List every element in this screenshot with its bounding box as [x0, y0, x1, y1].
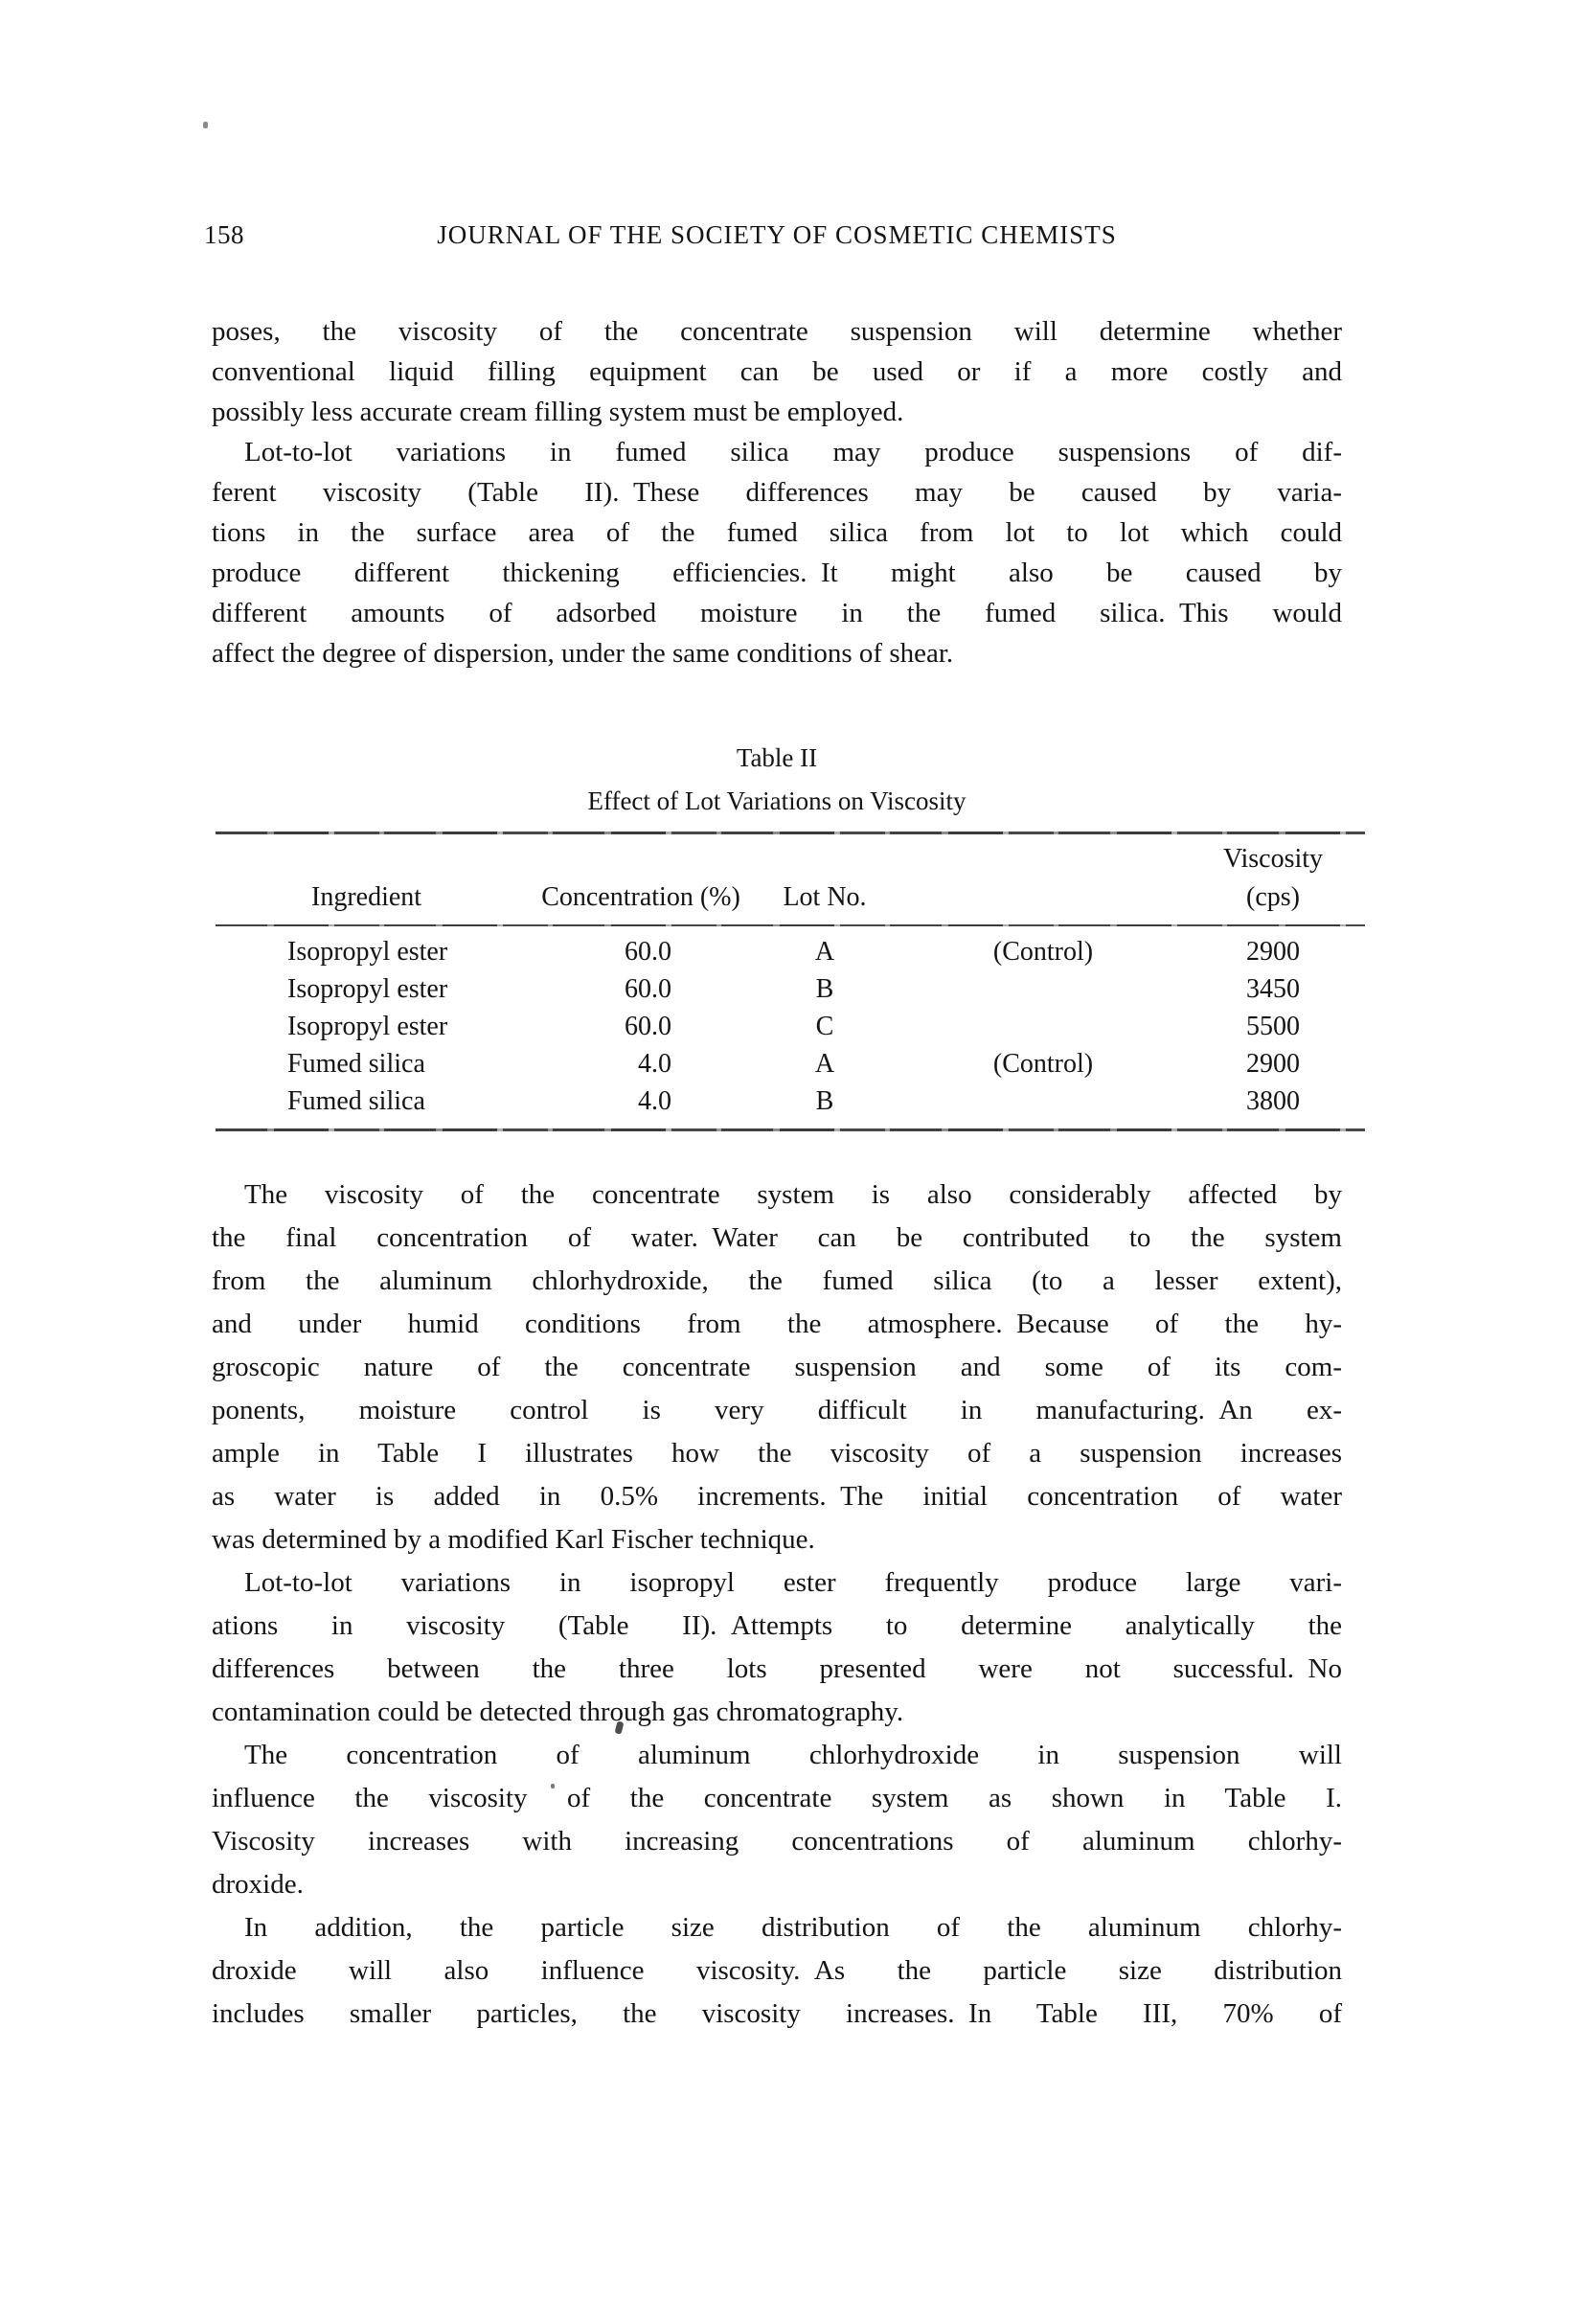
text-line: Lot-to-lot variations in fumed silica may produce suspensions of dif-: [244, 437, 1342, 467]
cell-concentration: 4.0: [638, 1086, 671, 1116]
col-header-concentration: Concentration (%): [541, 882, 740, 912]
paragraph-4: [212, 1561, 1342, 1734]
cell-viscosity: 5500: [1246, 1012, 1300, 1041]
text-line: ferent viscosity (Table II). These differences may be caused by varia-: [212, 477, 1342, 508]
text-line: ponents, moisture control is very difficult in manufacturing. An ex-: [212, 1395, 1342, 1425]
text-line: groscopic nature of the concentrate suspension and some of its com-: [212, 1352, 1342, 1382]
table-row: [216, 970, 1365, 1008]
body-text-upper: [212, 311, 1342, 673]
table-row: [216, 1082, 1365, 1120]
text-line: different amounts of adsorbed moisture in the fumed silica. This would: [212, 598, 1342, 628]
cell-concentration: 4.0: [638, 1049, 671, 1079]
cell-ingredient: Isopropyl ester: [287, 1012, 448, 1041]
cell-viscosity: 3450: [1246, 974, 1300, 1004]
table-header-row-lower: [216, 878, 1365, 917]
body-text-lower: [212, 1173, 1342, 2036]
table-top-rule: [216, 832, 1365, 834]
paragraph-1: [212, 311, 1342, 432]
cell-ingredient: Isopropyl ester: [287, 937, 448, 967]
text-line: the final concentration of water. Water can be contributed to the system: [212, 1222, 1342, 1253]
col-header-viscosity-units: (cps): [1246, 882, 1300, 912]
text-line: as water is added in 0.5% increments. The initial concentration of water: [212, 1481, 1342, 1512]
table-2: [216, 832, 1365, 1131]
text-line: was determined by a modified Karl Fischer technique.: [212, 1524, 815, 1555]
table-row: [216, 1008, 1365, 1045]
text-line: droxide.: [212, 1869, 304, 1900]
cell-note: [905, 970, 1181, 1008]
paragraph-6: [212, 1906, 1342, 2036]
running-head: [204, 220, 1342, 259]
page-number: 158: [204, 220, 244, 249]
text-line: affect the degree of dispersion, under the same conditions of shear.: [212, 638, 954, 669]
col-header-lot-no: Lot No.: [783, 882, 867, 912]
cell-note: [905, 1082, 1181, 1120]
cell-concentration: 60.0: [625, 937, 671, 967]
cell-note: (Control): [992, 937, 1094, 967]
table-subtitle: Effect of Lot Variations on Viscosity: [587, 786, 966, 815]
paragraph-2: [212, 432, 1342, 673]
cell-lot: B: [815, 1086, 834, 1116]
table-row: [216, 933, 1365, 970]
journal-title: JOURNAL OF THE SOCIETY OF COSMETIC CHEMISTS: [437, 220, 1117, 249]
cell-viscosity: 2900: [1246, 1049, 1300, 1079]
cell-note: (Control): [992, 1049, 1094, 1079]
col-header-ingredient: Ingredient: [311, 882, 422, 912]
text-line: tions in the surface area of the fumed silica from lot to lot which could: [212, 517, 1342, 548]
text-line: conventional liquid filling equipment can be used or if a more costly and: [212, 356, 1342, 387]
text-line: droxide will also influence viscosity. As the particle size distribution: [212, 1955, 1342, 1986]
cell-lot: B: [815, 974, 834, 1004]
text-line: differences between the three lots presented were not successful. No: [212, 1653, 1342, 1684]
text-line: The viscosity of the concentrate system is also considerably affected by: [244, 1179, 1342, 1210]
table-header-row-upper: [216, 840, 1365, 878]
cell-ingredient: Isopropyl ester: [287, 974, 448, 1004]
table-title: Table II: [736, 743, 818, 772]
text-line: The concentration of aluminum chlorhydroxide in suspension will: [244, 1740, 1342, 1770]
table-bottom-rule: [216, 1128, 1365, 1131]
text-line: influence the viscosity of the concentrate system as shown in Table I.: [212, 1783, 1342, 1813]
text-line: Viscosity increases with increasing concentrations of aluminum chlorhy-: [212, 1826, 1342, 1857]
table-row: [216, 1045, 1365, 1082]
table-body: [216, 933, 1365, 1120]
cell-note: [905, 1008, 1181, 1045]
paragraph-5: [212, 1734, 1342, 1906]
text-line: poses, the viscosity of the concentrate suspension will determine whether: [212, 316, 1342, 347]
text-line: and under humid conditions from the atmosphere. Because of the hy-: [212, 1309, 1342, 1339]
text-line: Lot-to-lot variations in isopropyl ester frequently produce large vari-: [244, 1567, 1342, 1598]
ink-speck: [203, 122, 208, 128]
text-line: In addition, the particle size distribution of the aluminum chlorhy-: [244, 1912, 1342, 1943]
text-line: ations in viscosity (Table II). Attempts to determine analytically the: [212, 1610, 1342, 1641]
table-caption: [212, 738, 1342, 824]
cell-ingredient: Fumed silica: [287, 1049, 425, 1079]
cell-ingredient: Fumed silica: [287, 1086, 425, 1116]
text-line: possibly less accurate cream filling system must be employed.: [212, 397, 904, 427]
text-line: ample in Table I illustrates how the viscosity of a suspension increases: [212, 1438, 1342, 1469]
cell-lot: C: [815, 1012, 834, 1041]
cell-viscosity: 2900: [1246, 937, 1300, 967]
cell-concentration: 60.0: [625, 1012, 671, 1041]
cell-concentration: 60.0: [625, 974, 671, 1004]
text-line: includes smaller particles, the viscosity increases. In Table III, 70% of: [212, 1998, 1342, 2029]
cell-lot: A: [814, 937, 835, 967]
cell-lot: A: [814, 1049, 835, 1079]
cell-viscosity: 3800: [1246, 1086, 1300, 1116]
col-header-notes: [905, 878, 1181, 917]
table-header-rule: [216, 924, 1365, 926]
text-line: produce different thickening efficiencies. It might also be caused by: [212, 558, 1342, 588]
text-line: contamination could be detected through gas chromatography.: [212, 1697, 904, 1727]
col-header-viscosity: Viscosity: [1222, 844, 1324, 874]
text-line: from the aluminum chlorhydroxide, the fumed silica (to a lesser extent),: [212, 1265, 1342, 1296]
paragraph-3: [212, 1173, 1342, 1561]
